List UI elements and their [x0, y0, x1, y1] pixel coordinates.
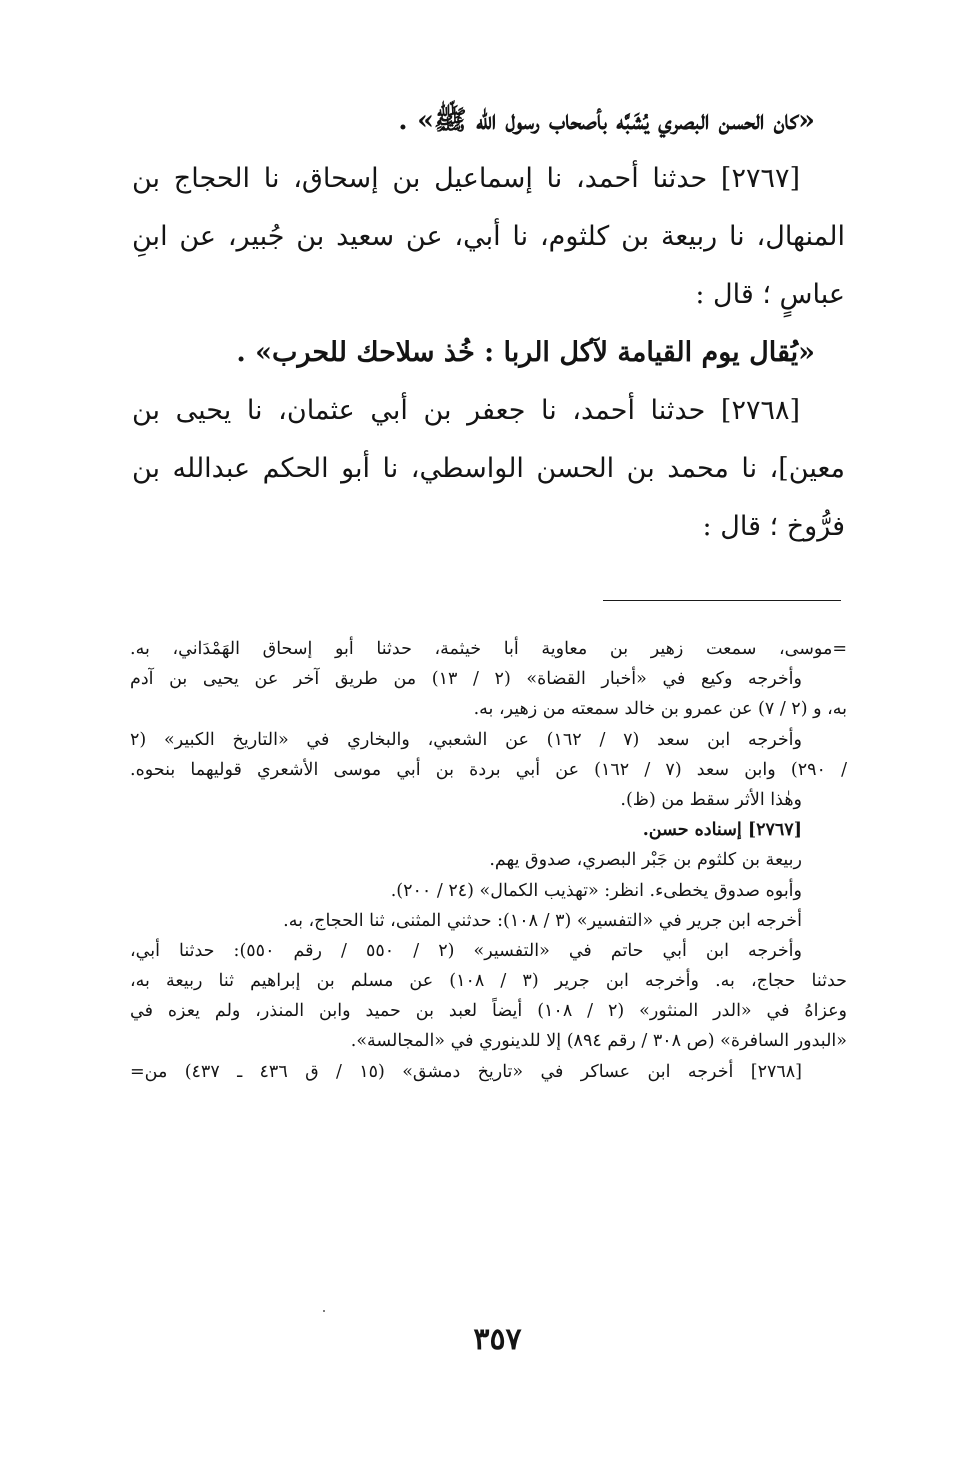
footnote-line: ربيعة بن كلثوم بن جَبْر البصري، صدوق يهم.: [489, 850, 802, 871]
main-text-block: [132, 92, 845, 556]
hadith-2767-line: [٢٧٦٧] حدثنا أحمد، نا إسماعيل بن إسحاق، نا الحجاج بن: [132, 163, 800, 194]
quote-line: «يُقال يوم القيامة لآكل الربا : خُذ سلاحك للحرب» .: [236, 337, 815, 368]
text-line: المنهال، نا ربيعة بن كلثوم، نا أبي، عن سعيد بن جُبير، عن ابنِ: [132, 221, 845, 252]
footnote-line: أخرجه ابن جرير في «التفسير» (٣ / ١٠٨): حدثني المثنى، ثنا الحجاج، به.: [283, 910, 802, 931]
footnotes-block: [130, 634, 847, 1087]
footnote-line: / ٢٩٠) وابن سعد (٧ / ١٦٢) عن أبي بردة بن أبي موسى الأشعري قوليهما بنحوه.: [130, 759, 847, 780]
footnote-line: حدثنا حجاج، به. وأخرجه ابن جرير (٣ / ١٠٨) عن مسلم بن إبراهيم ثنا ربيعة به،: [130, 971, 847, 992]
footnote-line: =موسى، سمعت زهير بن معاوية أبا خيثمة، حدثنا أبو إسحاق الهَمْدَاني، به.: [130, 639, 847, 659]
text-line: معين]، نا محمد بن الحسن الواسطي، نا أبو الحكم عبدالله بن: [132, 453, 845, 484]
footnote-line: وأبوه صدوق يخطىء. انظر: «تهذيب الكمال» (٢٤ / ٢٠٠).: [390, 880, 802, 901]
footnote-line: به، و (٢ / ٧) عن عمرو بن خالد سمعته من زهير، به.: [473, 699, 847, 720]
footnote-heading-2768: [٢٧٦٨] أخرجه ابن عساكر في «تاريخ دمشق» (١٥ / ق ٤٣٦ ـ ٤٣٧) من=: [130, 1061, 802, 1082]
footnote-line: وهٰذا الأثر سقط من (ظ).: [620, 789, 802, 810]
footnote-line: وأخرجه ابن أبي حاتم في «التفسير» (٢ / ٥٥٠ / رقم ٥٥٠): حدثنا أبي،: [130, 940, 802, 961]
hadith-2768-line: [٢٧٦٨] حدثنا أحمد، نا جعفر بن أبي عثمان، نا يحيى بن: [132, 395, 800, 426]
page-number: ٣٥٧: [473, 1322, 522, 1357]
footnote-line: وأخرجه وكيع في «أخبار القضاة» (٢ / ١٣) من طريق آخر عن يحيى بن آدم: [130, 669, 802, 690]
text-line: عباسٍ ؛ قال :: [695, 279, 845, 310]
footnote-divider: [603, 600, 841, 601]
scan-speck: [323, 1310, 325, 1312]
footnote-heading-2767: [٢٧٦٧] إسناده حسن.: [642, 820, 802, 841]
text-line: فرُّوخ ؛ قال :: [702, 511, 845, 542]
footnote-line: وأخرجه ابن سعد (٧ / ١٦٢) عن الشعبي، والبخاري في «التاريخ الكبير» (٢: [130, 729, 802, 750]
quote-line: «كان الحسن البصري يُشَبَّه بأصحاب رسول الله ﷺ» .: [398, 105, 815, 136]
footnote-line: وعزاهُ في «الدر المنثور» (٢ / ١٠٨) أيضاً لعبد بن حميد وابن المنذر، ولم يعزه في: [130, 1001, 847, 1022]
footnote-line: «البدور السافرة» (ص ٣٠٨ / رقم ٨٩٤) إلا للدينوري في «المجالسة».: [350, 1031, 847, 1052]
